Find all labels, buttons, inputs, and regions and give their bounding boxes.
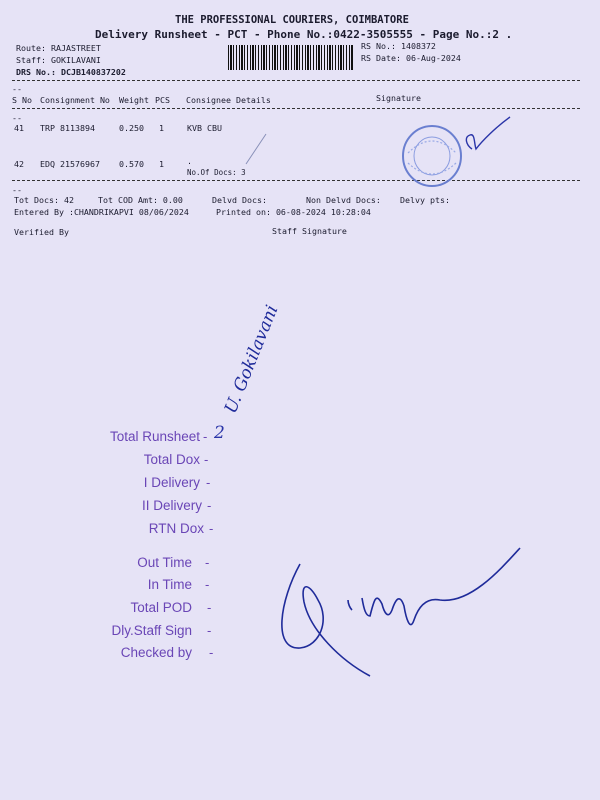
stamp-dash: -	[207, 600, 212, 615]
stamp-out-time: Out Time	[137, 555, 192, 570]
delivery-points: Delvy pts:	[400, 195, 450, 205]
stamp-dash: -	[203, 429, 208, 444]
route-label: Route: RAJASTREET	[16, 43, 101, 53]
signature-tick	[448, 115, 518, 165]
stamp-second-delivery: II Delivery	[141, 498, 202, 513]
stamp-total-runsheet: Total Runsheet	[109, 429, 200, 444]
row-41-sno: 41	[14, 123, 24, 133]
col-header-consignee: Consignee Details	[186, 95, 271, 105]
row-42-consignee: .	[187, 156, 192, 166]
verified-by: Verified By	[14, 227, 69, 237]
stamp-dash: -	[207, 498, 212, 513]
col-header-weight: Weight	[119, 95, 149, 105]
total-cod: Tot COD Amt: 0.00	[98, 195, 183, 205]
pen-stroke	[240, 130, 280, 170]
stamp-delivery-staff-sign: Dly.Staff Sign	[111, 623, 192, 638]
col-header-pcs: PCS	[155, 95, 170, 105]
entered-by: Entered By :CHANDRIKAPVI 08/06/2024	[14, 207, 189, 217]
col-header-signature: Signature	[376, 93, 421, 103]
row-42-pcs: 1	[159, 159, 164, 169]
rs-date: RS Date: 06-Aug-2024	[361, 53, 461, 63]
runsheet-count: 2	[214, 423, 225, 443]
stamp-dash: -	[206, 475, 211, 490]
staff-signature-label: Staff Signature	[272, 226, 347, 236]
row-42-sno: 42	[14, 159, 24, 169]
dash-marker: --	[12, 185, 22, 195]
stamp-dash: -	[207, 623, 212, 638]
handwritten-staff-name: U. Gokilavani	[220, 302, 283, 417]
col-header-sno: S No	[12, 95, 32, 105]
stamp-dash: -	[209, 521, 214, 536]
stamp-dash: -	[204, 452, 209, 467]
runsheet-subtitle: Delivery Runsheet - PCT - Phone No.:0422-3505555 - Page No.:2 .	[95, 28, 513, 41]
rs-number: RS No.: 1408372	[361, 41, 436, 51]
divider-line	[12, 108, 580, 109]
dash-marker: --	[12, 84, 22, 94]
row-41-pcs: 1	[159, 123, 164, 133]
divider-line	[12, 180, 580, 181]
stamp-dash: -	[209, 645, 214, 660]
barcode	[228, 45, 354, 70]
col-header-consignment: Consignment No	[40, 95, 110, 105]
stamp-dash: -	[205, 577, 210, 592]
staff-label: Staff: GOKILAVANI	[16, 55, 101, 65]
stamp-total-pod: Total POD	[130, 600, 192, 615]
stamp-total-dox: Total Dox	[143, 452, 200, 467]
row-41-consignment: TRP 8113894	[40, 123, 95, 133]
supervisor-signature	[270, 540, 530, 680]
row-41-weight: 0.250	[119, 123, 144, 133]
stamp-in-time: In Time	[147, 577, 192, 592]
drs-number: DRS No.: DCJB140837202	[16, 67, 126, 77]
dash-marker: --	[12, 113, 22, 123]
row-42-consignment: EDQ 21576967	[40, 159, 100, 169]
printed-on: Printed on: 06-08-2024 10:28:04	[216, 207, 371, 217]
delivered-docs: Delvd Docs:	[212, 195, 267, 205]
no-of-docs: No.Of Docs: 3	[187, 168, 246, 177]
stamp-rtn-dox: RTN Dox	[148, 521, 204, 536]
row-42-weight: 0.570	[119, 159, 144, 169]
non-delivered-docs: Non Delvd Docs:	[306, 195, 381, 205]
stamp-checked-by: Checked by	[120, 645, 192, 660]
stamp-dash: -	[205, 555, 210, 570]
total-docs: Tot Docs: 42	[14, 195, 74, 205]
company-name: THE PROFESSIONAL COURIERS, COIMBATORE	[175, 14, 409, 26]
row-41-consignee: KVB CBU	[187, 123, 222, 133]
stamp-first-delivery: I Delivery	[143, 475, 200, 490]
divider-line	[12, 80, 580, 81]
